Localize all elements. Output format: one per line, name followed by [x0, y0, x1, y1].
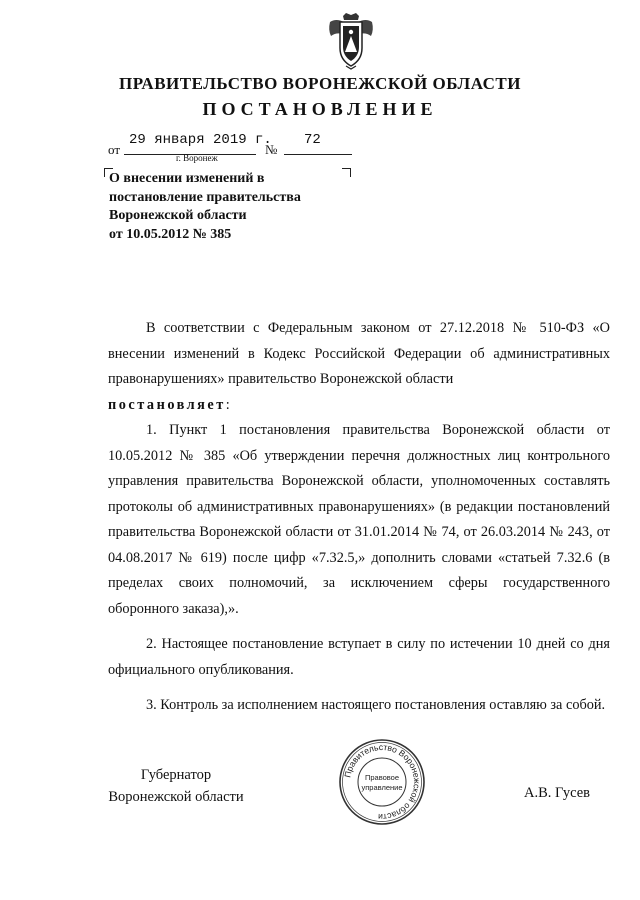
document-subject [109, 170, 349, 244]
coat-of-arms-icon [326, 12, 376, 70]
subject-line: постановление правительства [109, 189, 301, 205]
resolves-paragraph [108, 393, 610, 419]
document-body [108, 316, 610, 719]
resolves-word: постановляет [108, 396, 226, 413]
date-number-row [108, 130, 368, 160]
organization-title: ПРАВИТЕЛЬСТВО ВОРОНЕЖСКОЙ ОБЛАСТИ [118, 74, 521, 93]
resolves-colon: : [225, 396, 230, 413]
from-label: от [108, 142, 121, 157]
item-3-paragraph: 3. Контроль за исполнением настоящего постановления оставляю за собой. [146, 697, 606, 713]
signatory-name: А.В. Гусев [524, 785, 590, 801]
document-date: 29 января 2019 г. [129, 132, 272, 148]
item-2-paragraph: 2. Настоящее постановление вступает в силу по истечении 10 дней со дня официального опубликования. [108, 636, 610, 678]
subject-line: от 10.05.2012 № 385 [109, 226, 232, 242]
number-label: № [265, 142, 278, 157]
signatory-title-line: Воронежской области [108, 789, 244, 805]
item-1-paragraph: 1. Пункт 1 постановления правительства Воронежской области от 10.05.2012 № 385 «Об утверждении перечня должностных лиц контрольного управления правительства Воронежской области, уполномоченных составлять протоколы об административных правонарушениях» (в редакции постановлений правительства Воронежской области от 31.01.2014 № 74, от 26.03.2014 № 243, от 04.08.2017 № 619) после цифр «7.32.5,» дополнить словами «статьей 7.32.6 (в пределах своих полномочий, за исключением сферы государственного оборонного заказа),». [108, 422, 610, 617]
subject-line: Воронежской области [109, 208, 247, 223]
stamp-center-line: Правовое [364, 773, 400, 782]
stamp-ring-text: Правительство Воронежской области [342, 741, 423, 823]
subject-line: О внесении изменений в [109, 171, 265, 186]
number-underline [284, 154, 352, 155]
document-number: 72 [304, 132, 321, 148]
official-stamp [338, 738, 426, 826]
signatory-title [106, 764, 246, 808]
stamp-center-line: управление [361, 783, 403, 792]
document-type-title: ПОСТАНОВЛЕНИЕ [202, 99, 438, 119]
signatory-title-line: Губернатор [140, 767, 212, 783]
city-label: г. Воронеж [176, 153, 218, 163]
preamble-paragraph: В соответствии с Федеральным законом от 27.12.2018 № 510-ФЗ «О внесении изменений в Кодекс Российской Федерации об административных правонарушениях» правительство Воронежской области [108, 320, 610, 387]
